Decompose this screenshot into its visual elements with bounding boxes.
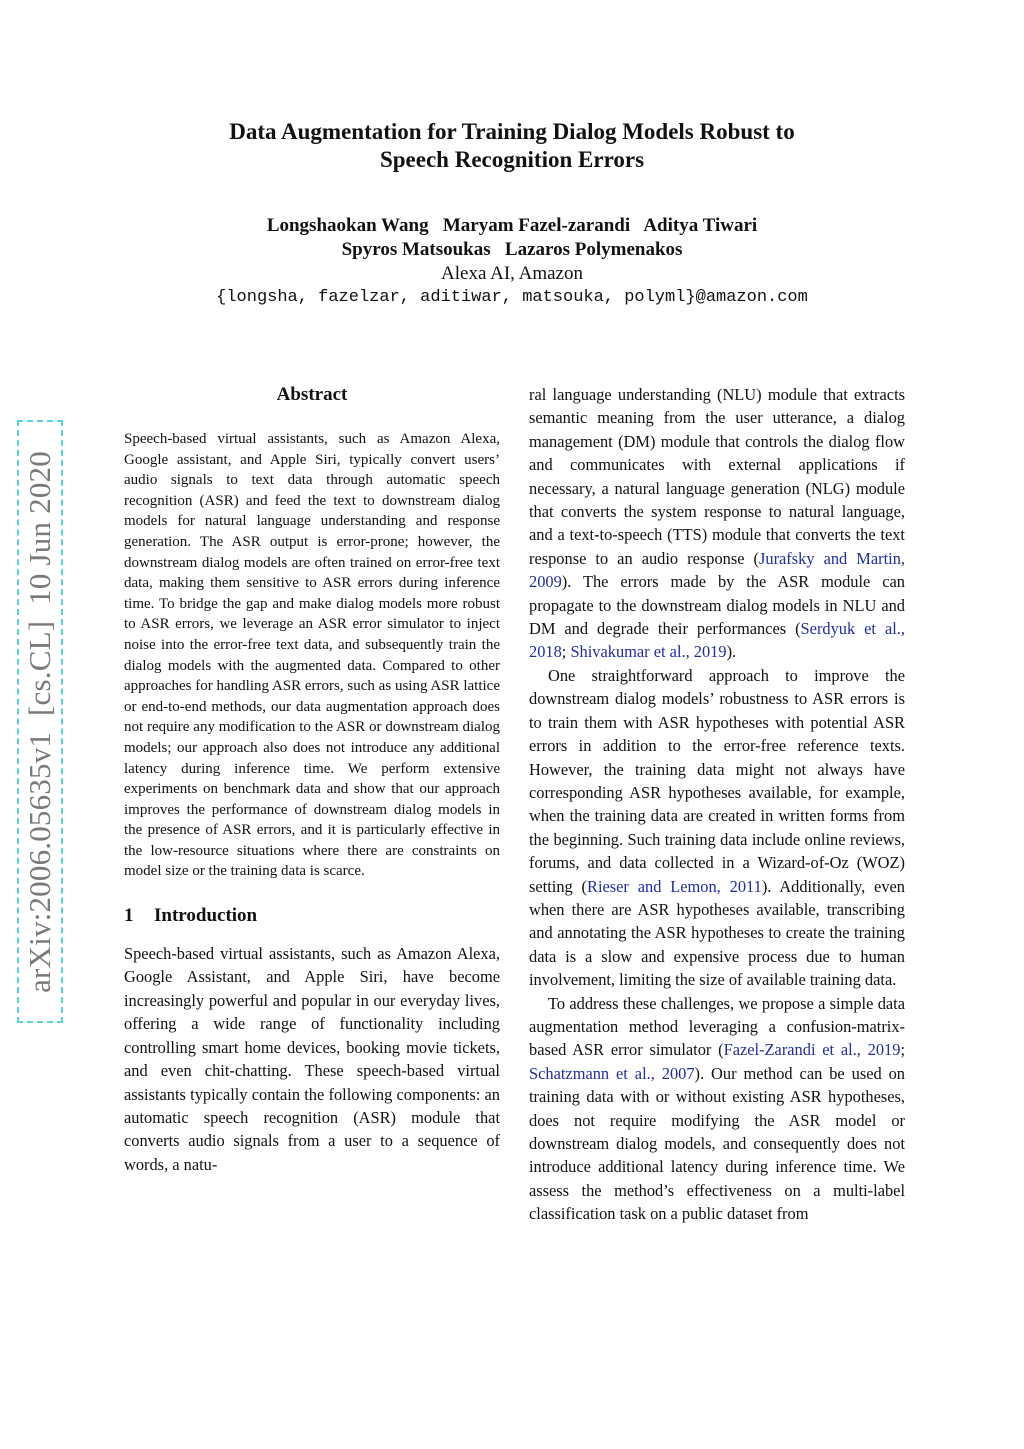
citation-rieser[interactable]: Rieser and Lemon, 2011 bbox=[587, 876, 762, 896]
citation-schatzmann[interactable]: Schatzmann et al., 2007 bbox=[529, 1063, 695, 1083]
right-column bbox=[529, 383, 905, 1226]
author-block bbox=[112, 214, 912, 310]
left-column bbox=[124, 383, 500, 1176]
arxiv-stamp bbox=[17, 420, 63, 1023]
intro-p2-text-b: ). Additionally, even when there are ASR hypotheses available, transcribing and annotating the ASR hypotheses to create the training data is a slow and expensive process due to human involvement, limiting the size of available training data. bbox=[529, 876, 905, 990]
intro-p1-text-c: ). bbox=[726, 642, 737, 662]
intro-paragraph-1-continued bbox=[529, 383, 905, 664]
abstract-heading: Abstract bbox=[276, 384, 348, 405]
intro-paragraph-2 bbox=[529, 664, 905, 992]
intro-paragraph-3 bbox=[529, 992, 905, 1226]
introduction-heading bbox=[124, 904, 500, 928]
author-affiliation: Alexa AI, Amazon bbox=[441, 263, 583, 284]
citation-serdyuk[interactable]: Serdyuk et al., 2018 bbox=[529, 619, 905, 662]
author-names-line-2: Spyros Matsoukas Lazaros Polymenakos bbox=[341, 239, 683, 260]
citation-shivakumar[interactable]: Shivakumar et al., 2019 bbox=[570, 642, 727, 662]
abstract-text: Speech-based virtual assistants, such as Amazon Alexa, Google assistant, and Apple Siri, typically convert users’ audio signals to text data through automatic speech recognition (ASR) and feed the text to downstream dialog models for natural language understanding and response generation. The ASR output is error-prone; however, the downstream dialog models are often trained on error-free text data, making them sensitive to ASR errors during inference time. To bridge the gap and make dialog models more robust to ASR errors, we leverage an ASR error simulator to inject noise into the error-free text data, and subsequently train the dialog models with the augmented data. Compared to other approaches for handling ASR errors, such as using ASR lattice or end-to-end methods, our data augmentation approach does not require any modification to the ASR or downstream dialog models; our approach also does not introduce any additional latency during inference time. We perform extensive experiments on benchmark data and show that our approach improves the performance of downstream dialog models in the presence of ASR errors, and it is particularly effective in the low-resource situations where there are constraints on model size or the training data is scarce. bbox=[124, 431, 500, 880]
intro-p1-text-a: ral language understanding (NLU) module that extracts semantic meaning from the user utterance, a dialog management (DM) module that controls the dialog flow and communicates with external applications if necessary, a natural language generation (NLG) module that converts the system response to natural language, and a text-to-speech (TTS) module that converts the text response to an audio response ( bbox=[529, 385, 905, 568]
citation-jurafsky[interactable]: Jurafsky and Martin, 2009 bbox=[529, 548, 905, 592]
author-emails: {longsha, fazelzar, aditiwar, matsouka, polyml}@amazon.com bbox=[216, 288, 808, 307]
title-line-2: Speech Recognition Errors bbox=[379, 147, 645, 172]
citation-separator-1: ; bbox=[561, 642, 571, 662]
arxiv-stamp-text: arXiv:2006.05635v1 [cs.CL] 10 Jun 2020 bbox=[22, 450, 57, 993]
section-title: Introduction bbox=[154, 905, 258, 927]
citation-fazel-zarandi[interactable]: Fazel-Zarandi et al., 2019 bbox=[723, 1040, 901, 1060]
author-names-line-1: Longshaokan Wang Maryam Fazel-zarandi Aditya Tiwari bbox=[266, 215, 758, 236]
intro-paragraph-1: Speech-based virtual assistants, such as Amazon Alexa, Google Assistant, and Apple Siri, have become increasingly powerful and popular in our everyday lives, offering a wide range of functionality including controlling smart home devices, booking movie tickets, and even chit-chatting. These speech-based virtual assistants typically contain the following components: an automatic speech recognition (ASR) module that converts audio signals from a user to a sequence of words, a natu- bbox=[124, 944, 500, 1174]
intro-p2-text-a: One straightforward approach to improve the downstream dialog models’ robustness to ASR errors is to train them with ASR hypotheses with potential ASR errors in addition to the error-free reference texts. However, the training data might not always have corresponding ASR hypotheses available, for example, when the training data are created in written forms from the beginning. Such training data include online reviews, forums, and data collected in a Wizard-of-Oz (WOZ) setting ( bbox=[529, 665, 905, 896]
paper-title bbox=[112, 118, 912, 174]
title-line-1: Data Augmentation for Training Dialog Models Robust to bbox=[229, 119, 795, 144]
intro-p3-text-a: To address these challenges, we propose a simple data augmentation method leveraging a confusion-matrix-based ASR error simulator ( bbox=[529, 993, 905, 1060]
section-number: 1 bbox=[124, 905, 134, 927]
citation-separator-2: ; bbox=[900, 1040, 905, 1060]
intro-p3-text-b: ). Our method can be used on training data with or without existing ASR hypotheses, does not require modifying the ASR model or downstream dialog models, and consequently does not introduce additional latency during inference time. We assess the method’s effectiveness on a multi-label classification task on a public dataset from bbox=[529, 1063, 905, 1224]
intro-p1-text-b: ). The errors made by the ASR module can propagate to the downstream dialog models in NLU and DM and degrade their performances ( bbox=[529, 572, 905, 639]
